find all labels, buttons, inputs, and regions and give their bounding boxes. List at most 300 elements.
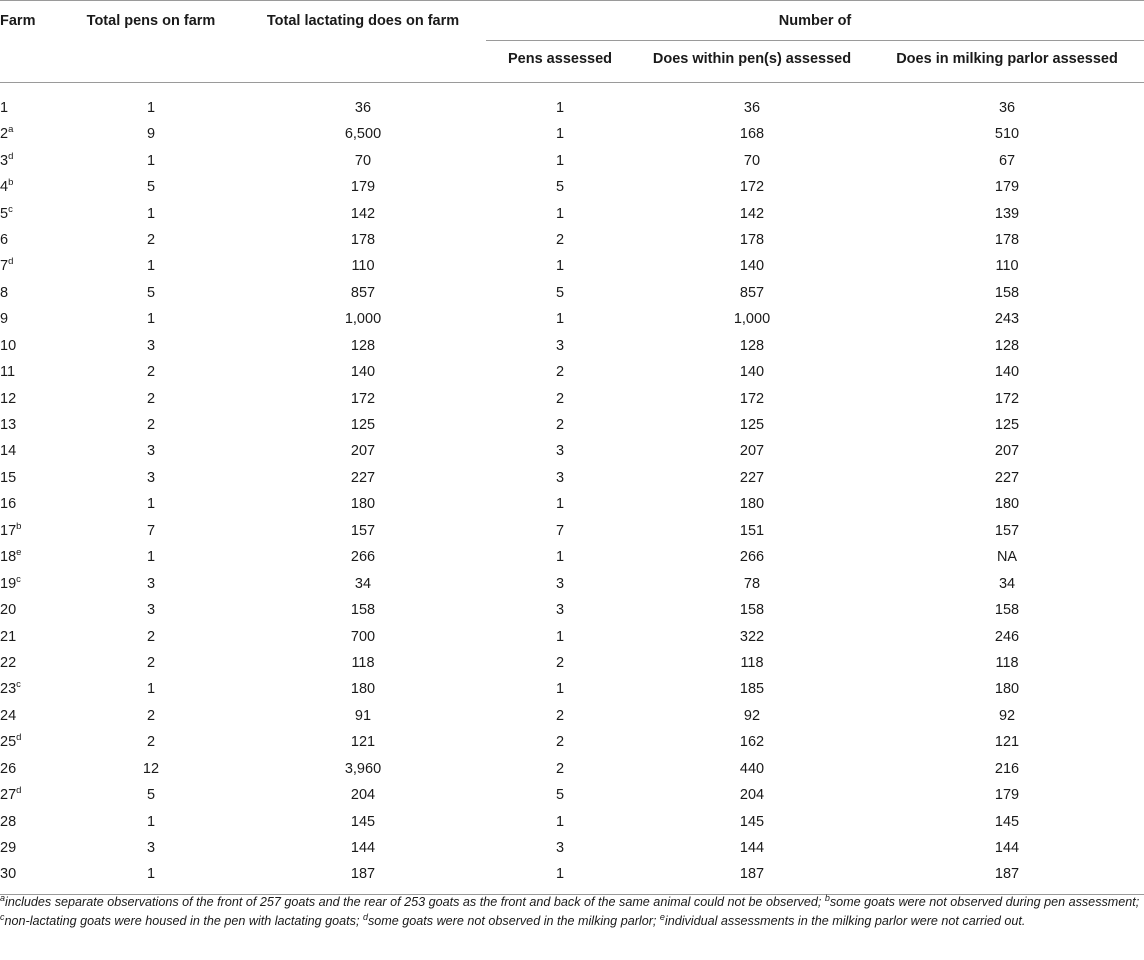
cell-does-in-parlor-value: 216 [994,760,1020,777]
footnote-mark: e [659,911,665,922]
cell-farm [0,412,62,438]
cell-does-in-parlor [870,438,1144,464]
cell-does-within-pens [634,280,870,306]
cell-pens-assessed [486,174,634,200]
cell-does-in-parlor [870,808,1144,834]
footnote-marker: b [8,177,14,189]
cell-pens-assessed [486,227,634,253]
cell-does-in-parlor-value: 178 [994,231,1020,248]
cell-does-within-pens [634,808,870,834]
cell-pens-assessed-value: 1 [555,126,565,143]
footnote-mark: a [0,892,6,903]
table-row [0,782,1144,808]
cell-farm-value: 4 [0,179,9,196]
footnote-text: non-lactating goats were housed in the pen with lactating goats; [4,914,363,928]
table-row [0,623,1144,649]
cell-total-pens-value: 9 [146,126,156,143]
cell-farm [0,835,62,861]
cell-does-in-parlor [870,491,1144,517]
cell-does-in-parlor [870,756,1144,782]
cell-does-within-pens [634,650,870,676]
cell-total-lactating-value: 91 [354,707,372,724]
table-row [0,861,1144,894]
cell-farm [0,121,62,147]
cell-farm [0,729,62,755]
table-row [0,756,1144,782]
cell-does-within-pens [634,544,870,570]
cell-total-pens [62,544,240,570]
footnote-text: some goats were not observed in the milking parlor; [367,914,660,928]
cell-farm-value: 24 [0,707,17,724]
cell-total-pens [62,465,240,491]
cell-pens-assessed [486,729,634,755]
cell-total-pens [62,253,240,279]
table-row [0,729,1144,755]
cell-farm [0,518,62,544]
table-row [0,200,1144,226]
cell-total-lactating [240,253,486,279]
cell-farm-value: 2 [0,126,9,143]
cell-does-in-parlor [870,570,1144,596]
cell-does-within-pens [634,465,870,491]
cell-total-lactating [240,174,486,200]
cell-does-within-pens-value: 322 [739,628,765,645]
table-row [0,385,1144,411]
cell-total-pens-value: 1 [146,681,156,698]
cell-farm [0,385,62,411]
cell-farm-value: 26 [0,760,17,777]
cell-total-pens-value: 12 [142,760,160,777]
cell-total-lactating-value: 172 [350,390,376,407]
header-does-in-parlor: Does in milking parlor assessed [896,51,1118,67]
cell-pens-assessed-value: 2 [555,231,565,248]
header-number-of: Number of [486,1,1144,41]
cell-total-lactating [240,650,486,676]
cell-total-pens-value: 5 [146,179,156,196]
cell-farm [0,280,62,306]
footnote-marker: b [16,520,22,532]
table-row [0,570,1144,596]
cell-does-in-parlor-value: 121 [994,734,1020,751]
cell-total-lactating [240,835,486,861]
cell-pens-assessed-value: 1 [555,311,565,328]
cell-total-lactating-value: 187 [350,866,376,883]
table-row [0,491,1144,517]
cell-does-in-parlor-value: 227 [994,469,1020,486]
cell-total-lactating [240,438,486,464]
cell-total-pens-value: 2 [146,654,156,671]
cell-total-pens [62,597,240,623]
cell-does-within-pens-value: 172 [739,390,765,407]
cell-farm-value: 30 [0,866,17,883]
cell-pens-assessed-value: 1 [555,628,565,645]
cell-does-in-parlor [870,83,1144,122]
cell-farm-value: 22 [0,654,17,671]
cell-farm-value: 28 [0,813,17,830]
cell-farm-value: 7 [0,258,9,275]
table-row [0,280,1144,306]
cell-total-lactating [240,200,486,226]
cell-total-lactating-value: 207 [350,443,376,460]
cell-does-in-parlor [870,385,1144,411]
cell-does-within-pens-value: 180 [739,496,765,513]
cell-total-lactating-value: 128 [350,337,376,354]
cell-does-within-pens [634,385,870,411]
table-row [0,359,1144,385]
cell-total-pens [62,359,240,385]
cell-pens-assessed-value: 1 [555,152,565,169]
cell-total-pens [62,280,240,306]
cell-farm [0,676,62,702]
cell-total-lactating [240,570,486,596]
table-row [0,227,1144,253]
cell-pens-assessed-value: 2 [555,417,565,434]
cell-does-in-parlor-value: NA [996,549,1018,566]
cell-pens-assessed-value: 3 [555,575,565,592]
cell-total-pens [62,729,240,755]
cell-farm [0,200,62,226]
cell-total-lactating-value: 179 [350,179,376,196]
cell-total-lactating-value: 144 [350,840,376,857]
cell-total-pens [62,835,240,861]
cell-does-within-pens [634,174,870,200]
cell-does-within-pens [634,438,870,464]
cell-total-pens [62,808,240,834]
cell-total-lactating [240,861,486,894]
cell-does-in-parlor-value: 157 [994,522,1020,539]
header-total-pens: Total pens on farm [86,13,216,29]
cell-total-pens-value: 3 [146,443,156,460]
cell-total-lactating-value: 3,960 [344,760,382,777]
cell-total-pens [62,121,240,147]
cell-does-in-parlor-value: 145 [994,813,1020,830]
cell-total-lactating [240,623,486,649]
cell-does-in-parlor-value: 36 [998,100,1016,116]
cell-pens-assessed-value: 1 [555,100,565,116]
cell-total-pens-value: 5 [146,787,156,804]
cell-farm-value: 18 [0,549,17,566]
cell-does-in-parlor [870,280,1144,306]
cell-pens-assessed [486,280,634,306]
cell-pens-assessed [486,703,634,729]
cell-total-pens-value: 1 [146,496,156,513]
cell-does-in-parlor [870,835,1144,861]
cell-does-within-pens-value: 125 [739,417,765,434]
cell-does-in-parlor [870,359,1144,385]
cell-total-pens-value: 2 [146,231,156,248]
cell-total-lactating [240,782,486,808]
cell-total-pens-value: 3 [146,840,156,857]
cell-does-in-parlor-value: 34 [998,575,1016,592]
cell-farm [0,808,62,834]
footnote-text: some goats were not observed during pen assessment; [829,895,1140,909]
footnote-marker: d [8,256,14,268]
cell-does-in-parlor-value: 92 [998,707,1016,724]
cell-does-within-pens-value: 207 [739,443,765,460]
cell-pens-assessed-value: 3 [555,469,565,486]
cell-does-within-pens [634,147,870,173]
cell-total-pens [62,200,240,226]
table-header [0,1,1144,83]
cell-does-in-parlor-value: 110 [995,258,1019,275]
table-row [0,676,1144,702]
cell-does-in-parlor-value: 144 [994,840,1020,857]
footnote-marker: d [16,732,22,744]
cell-does-within-pens-value: 140 [739,364,765,381]
cell-farm [0,253,62,279]
cell-total-lactating [240,306,486,332]
cell-does-within-pens [634,412,870,438]
cell-pens-assessed-value: 2 [555,734,565,751]
cell-does-within-pens-value: 142 [739,205,765,222]
cell-farm-value: 1 [0,100,9,116]
cell-farm [0,703,62,729]
table-row [0,83,1144,122]
table-row [0,650,1144,676]
cell-total-pens-value: 1 [146,549,156,566]
cell-farm-value: 16 [0,496,17,513]
cell-does-in-parlor [870,412,1144,438]
table-row [0,147,1144,173]
cell-does-within-pens-value: 158 [739,602,765,619]
cell-pens-assessed [486,333,634,359]
footnote-mark: d [362,911,368,922]
cell-total-lactating [240,597,486,623]
cell-does-within-pens [634,121,870,147]
cell-pens-assessed-value: 2 [555,760,565,777]
cell-does-within-pens [634,518,870,544]
cell-does-within-pens-value: 118 [740,654,764,671]
cell-total-pens [62,676,240,702]
cell-total-pens [62,147,240,173]
cell-does-within-pens [634,861,870,894]
cell-pens-assessed [486,438,634,464]
cell-farm-value: 8 [0,284,9,301]
cell-total-pens-value: 2 [146,364,156,381]
cell-does-in-parlor [870,544,1144,570]
table-row [0,174,1144,200]
cell-farm [0,333,62,359]
cell-farm-value: 9 [0,311,9,328]
cell-does-in-parlor [870,200,1144,226]
cell-total-lactating-value: 178 [350,231,376,248]
cell-does-in-parlor [870,306,1144,332]
cell-does-in-parlor-value: 139 [994,205,1020,222]
cell-pens-assessed [486,359,634,385]
cell-total-lactating-value: 6,500 [344,126,382,143]
cell-pens-assessed-value: 5 [555,787,565,804]
cell-farm-value: 10 [0,337,17,354]
cell-total-pens [62,412,240,438]
cell-does-in-parlor-value: 158 [994,284,1020,301]
cell-pens-assessed-value: 2 [555,707,565,724]
cell-does-in-parlor [870,333,1144,359]
cell-farm [0,359,62,385]
cell-pens-assessed [486,253,634,279]
cell-pens-assessed [486,412,634,438]
cell-pens-assessed-value: 1 [555,813,565,830]
cell-does-within-pens-value: 178 [739,231,765,248]
cell-total-pens-value: 3 [146,602,156,619]
cell-total-pens-value: 2 [146,417,156,434]
cell-pens-assessed-value: 1 [555,866,565,883]
cell-total-lactating-value: 140 [350,364,376,381]
cell-total-pens-value: 3 [146,575,156,592]
cell-total-lactating-value: 227 [350,469,376,486]
table-row [0,835,1144,861]
cell-total-pens-value: 1 [146,258,156,275]
cell-total-lactating-value: 157 [350,522,376,539]
cell-does-in-parlor-value: 172 [994,390,1020,407]
cell-pens-assessed [486,808,634,834]
cell-does-within-pens [634,623,870,649]
cell-total-lactating-value: 36 [354,100,372,116]
cell-does-in-parlor-value: 158 [994,602,1020,619]
cell-does-within-pens-value: 162 [739,734,765,751]
table-body [0,83,1144,895]
cell-farm [0,147,62,173]
cell-farm-value: 13 [0,417,17,434]
cell-total-pens [62,703,240,729]
cell-total-lactating [240,518,486,544]
cell-does-within-pens [634,835,870,861]
cell-does-in-parlor [870,227,1144,253]
cell-total-pens-value: 1 [146,866,156,883]
cell-pens-assessed [486,121,634,147]
cell-farm-value: 21 [0,628,17,645]
cell-total-lactating-value: 857 [350,284,376,301]
cell-total-pens-value: 1 [146,813,156,830]
cell-does-within-pens [634,597,870,623]
footnote-marker: d [16,785,22,797]
cell-farm-value: 17 [0,522,17,539]
cell-pens-assessed-value: 1 [555,681,565,698]
cell-does-within-pens-value: 172 [739,179,765,196]
cell-total-pens-value: 2 [146,707,156,724]
cell-farm [0,83,62,122]
cell-pens-assessed-value: 3 [555,443,565,460]
cell-total-pens-value: 3 [146,469,156,486]
cell-pens-assessed [486,676,634,702]
cell-does-within-pens [634,729,870,755]
header-pens-assessed: Pens assessed [508,51,612,67]
cell-pens-assessed-value: 5 [555,179,565,196]
cell-total-lactating [240,359,486,385]
cell-does-in-parlor [870,623,1144,649]
cell-total-lactating [240,808,486,834]
cell-total-lactating-value: 180 [350,681,376,698]
cell-total-pens [62,756,240,782]
cell-total-pens [62,861,240,894]
cell-total-pens [62,227,240,253]
cell-farm [0,544,62,570]
cell-total-pens-value: 1 [146,152,156,169]
cell-farm [0,597,62,623]
cell-does-within-pens-value: 145 [739,813,765,830]
table-row [0,518,1144,544]
cell-does-in-parlor-value: 207 [994,443,1020,460]
cell-farm-value: 5 [0,205,9,222]
cell-does-in-parlor-value: 179 [994,787,1020,804]
cell-farm-value: 14 [0,443,17,460]
cell-farm-value: 19 [0,575,17,592]
cell-pens-assessed [486,544,634,570]
cell-farm [0,306,62,332]
table-row [0,703,1144,729]
cell-pens-assessed [486,465,634,491]
cell-pens-assessed [486,83,634,122]
cell-does-in-parlor [870,729,1144,755]
cell-does-within-pens-value: 1,000 [733,311,771,328]
cell-does-within-pens [634,570,870,596]
cell-total-lactating [240,491,486,517]
table-row [0,438,1144,464]
cell-pens-assessed [486,623,634,649]
table-row [0,465,1144,491]
cell-pens-assessed [486,385,634,411]
cell-does-in-parlor [870,147,1144,173]
cell-does-within-pens [634,306,870,332]
cell-farm [0,623,62,649]
cell-total-lactating [240,703,486,729]
cell-farm-value: 27 [0,787,17,804]
cell-total-lactating [240,147,486,173]
cell-does-in-parlor-value: 243 [994,311,1020,328]
cell-total-pens [62,782,240,808]
cell-pens-assessed-value: 3 [555,840,565,857]
cell-pens-assessed [486,200,634,226]
table-row [0,306,1144,332]
cell-farm [0,756,62,782]
cell-total-pens [62,491,240,517]
cell-does-within-pens [634,333,870,359]
cell-farm-value: 23 [0,681,17,698]
footnote-marker: c [16,679,21,691]
footnote-marker: c [16,573,21,585]
cell-farm [0,438,62,464]
cell-does-in-parlor [870,465,1144,491]
cell-pens-assessed-value: 7 [555,522,565,539]
cell-pens-assessed-value: 1 [555,496,565,513]
cell-total-pens [62,83,240,122]
cell-total-lactating [240,544,486,570]
cell-total-pens [62,623,240,649]
cell-does-in-parlor-value: 118 [995,654,1019,671]
cell-total-lactating-value: 34 [354,575,372,592]
cell-total-lactating-value: 125 [350,417,376,434]
cell-pens-assessed [486,306,634,332]
cell-does-in-parlor [870,703,1144,729]
cell-does-in-parlor-value: 180 [994,496,1020,513]
cell-pens-assessed [486,491,634,517]
cell-does-within-pens-value: 36 [743,100,761,116]
cell-total-lactating-value: 180 [350,496,376,513]
cell-does-in-parlor-value: 246 [994,628,1020,645]
cell-does-within-pens [634,200,870,226]
footnote-mark: c [0,911,5,922]
cell-does-in-parlor-value: 128 [994,337,1020,354]
table-row [0,544,1144,570]
cell-does-within-pens-value: 266 [739,549,765,566]
table-row [0,412,1144,438]
cell-total-pens [62,570,240,596]
cell-pens-assessed-value: 5 [555,284,565,301]
cell-total-pens-value: 7 [146,522,156,539]
cell-does-in-parlor-value: 179 [994,179,1020,196]
cell-does-in-parlor [870,597,1144,623]
footnote-text: includes separate observations of the front of 257 goats and the rear of 253 goats as the front and back of the same animal could not be observed; [5,895,825,909]
cell-pens-assessed [486,756,634,782]
